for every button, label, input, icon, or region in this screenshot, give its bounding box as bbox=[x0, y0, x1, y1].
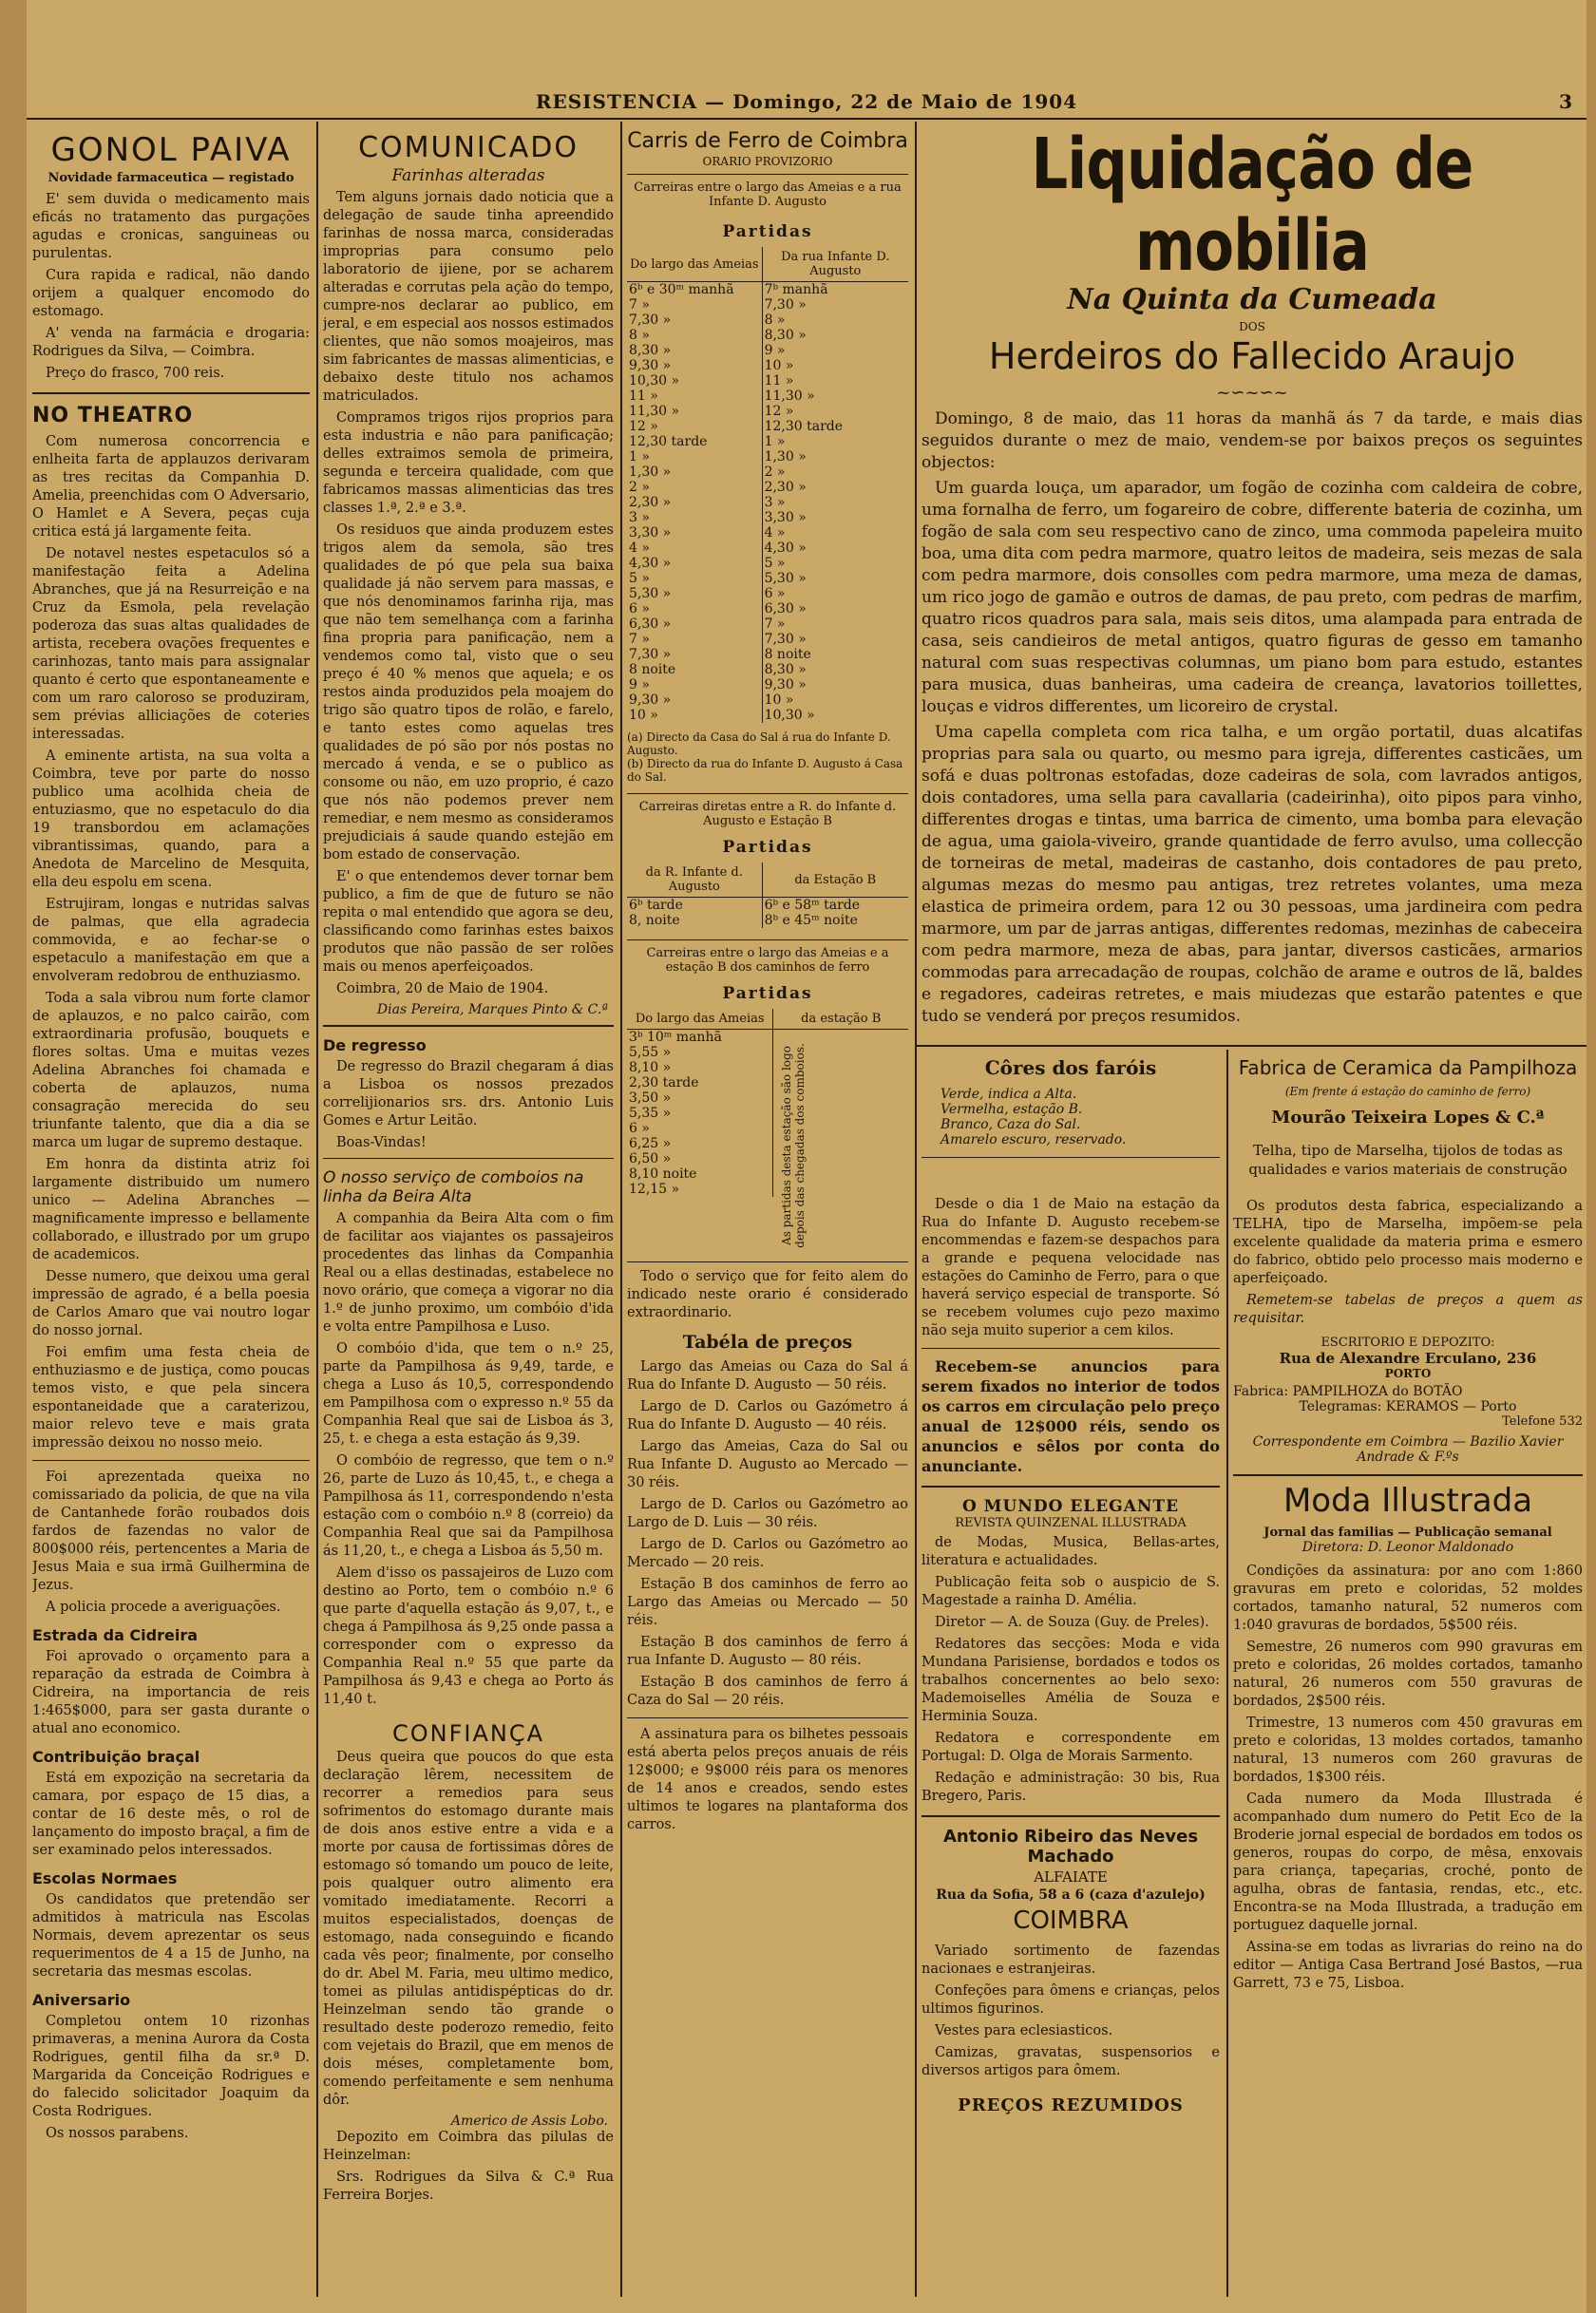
table-cell: 6ᵇ tarde bbox=[629, 898, 683, 913]
column-6 bbox=[1233, 1052, 1583, 2297]
liquidacao-ad bbox=[922, 123, 1583, 1045]
table-cell: 5,35 » bbox=[629, 1106, 672, 1121]
fabrica-office: ESCRITORIO E DEPOZITO: bbox=[1320, 1336, 1495, 1350]
table-header: Da rua Infante D. Augusto bbox=[762, 247, 908, 282]
table-cell: 1 » bbox=[629, 449, 650, 464]
cores-line: Branco, Caza do Sal. bbox=[940, 1117, 1081, 1132]
paragraph: Boas-Vindas! bbox=[336, 1135, 427, 1150]
table-row bbox=[627, 1121, 908, 1136]
table-row bbox=[627, 586, 908, 601]
table-row bbox=[627, 1045, 908, 1060]
paragraph: Foi emfim uma festa cheia de enthuziasmo e de justiça, como poucas temos visto, e que pela sincera espontaneidade que a caraterizou, maior relevo teve e mais grata impressão deixou no nosso meio. bbox=[32, 1345, 310, 1450]
divider bbox=[323, 1025, 614, 1027]
table-cell: 6ᵇ e 58ᵐ tarde bbox=[762, 898, 908, 914]
table-row bbox=[627, 1136, 908, 1151]
table-row bbox=[627, 1075, 908, 1090]
paragraph: Desde o dia 1 de Maio na estação da Rua do Infante D. Augusto recebem-se encommendas e fazem-se despachos para a grande e pequena velocidade nas estações do Caminho de Ferro, para o que haverá serviço especial de transporte. Só se recebem volumes cujo pezo maximo não seja muito superior a cem kilos. bbox=[922, 1197, 1220, 1338]
column-rule bbox=[316, 122, 318, 2297]
table-cell: 3 » bbox=[629, 510, 650, 525]
paragraph: Estrujiram, longas e nutridas salvas de palmas, que ella agradecia commovida, e ao fechar-se o espetaculo a manifestação em que a envolveram redobrou de enthuziasmo. bbox=[32, 897, 310, 984]
table-cell: 12,30 tarde bbox=[762, 419, 908, 434]
paragraph: Uma capella completa com rica talha, e um orgão portatil, duas alcatifas proprias para sala ou quarto, ou mesmo para igreja, differentes casticães, um sofá e duas poltronas estofadas, doze cadeiras de sola, com lavrados antigos, dois contadores, uma sella para cavallaria (cadeirinha), oito pipos para vinho, differentes drogas e tintas, uma barrica de cimento, uma bomba para elevação de agua, uma gaiola-viveiro, grande quantidade de ferro avulso, uma collecção de torneiras de metal, madeiras de castanho, dois contadores de pau preto, algumas mezas do mesmo pau antigas, trez retretes volantes, uma meza elastica de primeira ordem, para 12 ou 30 pessoas, uma jardineira com pedra marmore, um par de jarras antigas, differentes redomas, mezinhas de cabeceira com pedra marmore, meza de abas, para jantar, diversos casticães, armarios commodas para arrecadação de roupas, colchão de arame e outros de lã, baldes e regadores, cadeiras retretes, e mais miudezas que estarão patentes e que tudo se venderá por preços resumidos. bbox=[922, 723, 1583, 1026]
column-rule bbox=[1226, 1050, 1228, 2297]
comunicado-title: COMUNICADO bbox=[358, 131, 579, 164]
table-cell: 11,30 » bbox=[762, 389, 908, 404]
table-cell: 6 » bbox=[629, 601, 650, 616]
table-cell: 6 » bbox=[629, 1121, 650, 1136]
divider bbox=[32, 392, 310, 394]
paragraph: Redatores das secções: Moda e vida Mundana Parisiense, bordados e todos os trabalhos concernentes ao belo sexo: Mademoiselles Amélia de Souza e Herminia Souza. bbox=[922, 1637, 1220, 1724]
column-rule bbox=[620, 122, 622, 2297]
paragraph: Assina-se em todas as livrarias do reino na do editor — Antiga Casa Bertrand José Bastos, —rua Garrett, 73 e 75, Lisboa. bbox=[1233, 1940, 1583, 1991]
table-row bbox=[627, 601, 908, 616]
paragraph: O combóio d'ida, que tem o n.º 25, parte da Pampilhosa ás 9,49, tarde, e chega a Luso ás 10,5, correspondendo em Pampilhosa com o expresso n.º 55 da Companhia Real que sai de Lisboa ás 3, 25, t. e chega a esta estação ás 9,39. bbox=[323, 1341, 614, 1447]
vertical-note: As partidas desta estação são logo depois das chegadas dos comboios. bbox=[780, 1043, 807, 1248]
paragraph: Domingo, 8 de maio, das 11 horas da manhã ás 7 da tarde, e mais dias seguidos durante o mez de maio, vendem-se por baixos preços os seguintes objectos: bbox=[922, 409, 1583, 472]
table-row bbox=[627, 525, 908, 540]
table-row bbox=[627, 1030, 908, 1046]
divider bbox=[1233, 1474, 1583, 1476]
paragraph: Deus queira que poucos do que esta declaração lêrem, necessitem de recorrer a remedios para seus sofrimentos do estomago durante mais de dois anos estive entre a vida e a morte por causa de fortissimas dôres de estomago só tomando um pouco de leite, pois qualquer outro alimento era vomitado imediatamente. Recorri a muitos especialistados, doenças de estomago, nada conseguindo e ficando cada vês peor; finalmente, por conselho do dr. Abel M. Faria, meu ultimo medico, tomei as pilulas antidispépticas do dr. Heinzelman sendo tão grande o resultado deste poderozo remedio, feito com vejetais do Brazil, que em menos de dois méses, completamente bom, comendo perfeitamente e sem nenhuma dôr. bbox=[323, 1750, 614, 2108]
vertical-note-holder bbox=[780, 1037, 807, 1248]
table-cell: 12 » bbox=[629, 419, 658, 434]
table-cell: 1,30 » bbox=[762, 449, 908, 464]
table-cell: 3,30 » bbox=[629, 525, 672, 540]
paragraph: A assinatura para os bilhetes pessoais está aberta pelos preços anuais de réis 12$000; e 9$000 réis para os menores de 14 anos e creados, sendo estes ultimos te logares na plantaforma dos carros. bbox=[627, 1727, 908, 1832]
table-cell: 9,30 » bbox=[762, 677, 908, 692]
table-cell: 11 » bbox=[762, 373, 908, 389]
paragraph: Semestre, 26 numeros com 990 gravuras em preto e coloridas, 26 moldes cortados, tamanho natural, 26 numeros com 550 gravuras de bordados, 2$500 réis. bbox=[1233, 1640, 1583, 1709]
paragraph: Largo de D. Carlos ou Gazómetro ao Largo de D. Luis — 30 réis. bbox=[627, 1497, 908, 1530]
paragraph: Os candidatos que pretendão ser admitidos à matricula nas Escolas Normais, devem aprezentar os seus requerimentos de 4 a 15 de Junho, na secretaria das mesmas escolas. bbox=[32, 1892, 310, 1980]
table-cell: 2 » bbox=[762, 464, 908, 480]
paragraph: Todo o serviço que for feito alem do indicado neste orario é considerado extraordinario. bbox=[627, 1269, 908, 1320]
fabrica-products: Telha, tipo de Marselha, tijolos de todas as qualidades e varios materiais de construção bbox=[1248, 1142, 1568, 1178]
regresso-title: De regresso bbox=[323, 1036, 427, 1054]
gonol-title: GONOL PAIVA bbox=[50, 131, 292, 169]
liquidacao-subtitle: Na Quinta da Cumeada bbox=[1067, 283, 1437, 316]
paragraph: Remetem-se tabelas de preços a quem as requisitar. bbox=[1233, 1293, 1583, 1326]
fabrica-paren: (Em frente á estação do caminho de ferro) bbox=[1284, 1085, 1531, 1098]
table-row bbox=[627, 1060, 908, 1075]
fabrica-owner: Mourão Teixeira Lopes & C.ª bbox=[1271, 1108, 1545, 1128]
anuncios-notice: Recebem-se anuncios para serem fixados no interior de todos os carros em circulação pelo preço anual de 12$000 réis, sendo os anuncios e sêlos por conta do anunciante. bbox=[922, 1357, 1220, 1475]
liquidacao-heirs: Herdeiros do Fallecido Araujo bbox=[988, 335, 1516, 377]
paragraph: Um guarda louça, um aparador, um fogão de cozinha com caldeira de cobre, uma fornalha de ferro, um fogareiro de cobre, differente bateria de cozinha, um fogão de sala com seu respectivo cano de zinco, uma commoda papeleira muito boa, uma dita com pedra marmore, quatro leitos de madeira, seis mezas de sala com pedra marmore, dois consolles com pedra marmore, uma meza de damas, um rico jogo de gamão e outros de damas, de pau preto, com pedras de marfim, quatro ricos quadros para sala, mais seis ditos, uma alampada para entrada de casa, seis candieiros de metal antigos, quatro figuras de gesso em tamanho natural com suas respectivas columnas, um piano bom para estudo, estantes para musica, duas banheiras, uma cadeira de creança, lavatorios toillettes, louças e vidros differentes, um licoreiro de crystal. bbox=[922, 479, 1583, 716]
note: (a) Directo da Casa do Sal á rua do Infante D. Augusto. bbox=[627, 730, 891, 757]
table-cell: 1 » bbox=[762, 434, 908, 449]
table-cell: 2,30 » bbox=[762, 480, 908, 495]
paragraph: Tem alguns jornais dado noticia que a delegação de saude tinha apreendido farinhas de nossa marca, consideradas improprias para consumo pelo laboratorio de ijiene, por se acharem alteradas e corrutas pela ação do tempo, cumpre-nos declarar ao publico, em jeral, e em especial aos nossos estimados clientes, que não somos moajeiros, mas sim fabricantes de massas alimenticias, e debaixo deste titulo nos achamos matriculados. bbox=[323, 190, 614, 404]
paragraph: Diretor — A. de Souza (Guy. de Preles). bbox=[935, 1615, 1209, 1630]
fabrica-city: PORTO bbox=[1384, 1367, 1432, 1380]
table-cell: 2,30 tarde bbox=[629, 1075, 699, 1090]
cores-line: Amarelo escuro, reservado. bbox=[940, 1132, 1127, 1147]
paragraph: Os produtos desta fabrica, especializando a TELHA, tipo de Marselha, impõem-se pela excelente qualidade da materia prima e esmero do fabrico, obtido pelo processo mais moderno e aperfeiçoado. bbox=[1233, 1199, 1583, 1286]
paragraph: Srs. Rodrigues da Silva & C.ª Rua Ferreira Borjes. bbox=[323, 2170, 614, 2203]
comunicado-signature: Dias Pereira, Marques Pinto & C.ª bbox=[376, 1002, 608, 1017]
table-cell: 7,30 » bbox=[762, 632, 908, 647]
table-cell: 8,10 noite bbox=[629, 1166, 697, 1182]
fabrica-correspondent: Correspondente em Coimbra — Bazilio Xavier Andrade & F.ºs bbox=[1252, 1434, 1564, 1465]
paragraph: Variado sortimento de fazendas nacionaes e estranjeiras. bbox=[922, 1943, 1220, 1977]
route-1: Carreiras entre o largo das Ameias e a rua Infante D. Augusto bbox=[627, 174, 908, 209]
paragraph: Preço do frasco, 700 reis. bbox=[46, 366, 225, 381]
timetable-1 bbox=[627, 247, 908, 723]
paragraph: Estação B dos caminhos de ferro ao Largo das Ameias ou Mercado — 50 réis. bbox=[627, 1577, 908, 1628]
paragraph: E' o que entendemos dever tornar bem publico, a fim de que de futuro se não repita o mal entendido que agora se deu, classificando como farinhas estes baixos produtos que não passão de ser rolões mais ou menos aperfeiçoados. bbox=[323, 869, 614, 975]
paragraph: Os nossos parabens. bbox=[46, 2126, 189, 2141]
fabrica-telegrams: Telegramas: KERAMOS — Porto bbox=[1299, 1399, 1517, 1414]
table-cell: 8ᵇ e 45ᵐ noite bbox=[762, 913, 908, 928]
table-cell: 6ᵇ e 30ᵐ manhã bbox=[629, 282, 734, 297]
paragraph: Foi aprezentada queixa no comissariado da policia, de que na vila de Cantanhede forão roubados dois fardos de fazendas no valor de 800$000 réis, pertencentes a Maria de Jesus Maia e sua irmã Guilhermina de Jezus. bbox=[32, 1469, 310, 1593]
divider bbox=[922, 1348, 1220, 1349]
paragraph: De regresso do Brazil chegaram á dias a Lisboa os nossos prezados correlijionarios srs. drs. Antonio Luis Gomes e Artur Leitão. bbox=[323, 1059, 614, 1128]
paragraph: Estação B dos caminhos de ferro á Caza do Sal — 20 réis. bbox=[627, 1675, 908, 1708]
moda-director: Diretora: D. Leonor Maldonado bbox=[1302, 1540, 1514, 1555]
table-row bbox=[627, 540, 908, 556]
table-row bbox=[627, 510, 908, 525]
paragraph: Confeções para ômens e crianças, pelos ultimos figurinos. bbox=[922, 1983, 1220, 2017]
table-row bbox=[627, 282, 908, 298]
column-5 bbox=[922, 1052, 1220, 2297]
timetable-2 bbox=[627, 863, 908, 928]
paragraph: Largo de D. Carlos ou Gazómetro á Rua do Infante D. Augusto — 40 réis. bbox=[627, 1399, 908, 1432]
cores-title: Côres dos faróis bbox=[984, 1056, 1157, 1079]
antonio-subtitle: ALFAIATE bbox=[1034, 1868, 1108, 1886]
table-cell: 9,30 » bbox=[629, 358, 672, 373]
table-cell: 6 » bbox=[762, 586, 908, 601]
antonio-address: Rua da Sofia, 58 a 6 (caza d'azulejo) bbox=[936, 1887, 1206, 1903]
carris-title: Carris de Ferro de Coimbra bbox=[627, 129, 908, 153]
table-cell: 5,30 » bbox=[629, 586, 672, 601]
table-cell: 7ᵇ manhã bbox=[762, 282, 908, 298]
paragraph: Desse numero, que deixou uma geral impressão de agrado, é a bella poesia de Carlos Amaro que vai noutro logar do nosso jornal. bbox=[32, 1269, 310, 1338]
moda-subtitle: Jornal das familias — Publicação semanal bbox=[1264, 1526, 1552, 1540]
table-row bbox=[627, 632, 908, 647]
column-1 bbox=[32, 123, 310, 2299]
carris-subtitle: ORARIO PROVIZORIO bbox=[702, 155, 833, 168]
table-cell: 4,30 » bbox=[762, 540, 908, 556]
table-header: da Estação B bbox=[762, 863, 908, 898]
table-cell: 11,30 » bbox=[629, 404, 680, 419]
normaes-title: Escolas Normaes bbox=[32, 1869, 178, 1887]
paragraph: Cada numero da Moda Illustrada é acompanhado dum numero do Petit Eco de la Broderie jornal especial de bordados em todos os generos, roupas do corpo, de mêsa, enxovais para criança, tapeçarias, croché, ponto de agulha, obras de fantasia, rendas, etc., etc. Encontra-se na Moda Illustrada, a tradução em portuguez daquelle jornal. bbox=[1233, 1792, 1583, 1933]
table-row bbox=[627, 898, 908, 914]
table-row bbox=[627, 495, 908, 510]
divider bbox=[323, 1158, 614, 1159]
table-cell: 12 » bbox=[762, 404, 908, 419]
table-header: da estação B bbox=[773, 1009, 908, 1030]
table-cell: 1,30 » bbox=[629, 464, 672, 480]
table-row bbox=[627, 677, 908, 692]
table-cell: 3,30 » bbox=[762, 510, 908, 525]
table-cell: 8 noite bbox=[762, 647, 908, 662]
table-row bbox=[627, 662, 908, 677]
paragraph: Publicação feita sob o auspicio de S. Magestade a rainha D. Amélia. bbox=[922, 1575, 1220, 1608]
paragraph: Compramos trigos rijos proprios para esta industria e não para panificação; delles extraimos semola de primeira, segunda e terceira qualidade, com que fabricamos massas alimenticias das tres classes 1.ª, 2.ª e 3.ª. bbox=[323, 410, 614, 516]
route-3: Carreiras entre o largo das Ameias e a estação B dos caminhos de ferro bbox=[627, 939, 908, 975]
table-row bbox=[627, 449, 908, 464]
paragraph: Trimestre, 13 numeros com 450 gravuras em preto e coloridas, 13 moldes cortados, tamanho natural, 13 numeros com 260 gravuras de bordados, 1$300 réis. bbox=[1233, 1716, 1583, 1785]
paragraph: Cura rapida e radical, não dando orijem a qualquer encomodo do estomago. bbox=[32, 268, 310, 319]
table-cell: 10,30 » bbox=[629, 373, 680, 389]
timetable-3 bbox=[627, 1009, 908, 1256]
table-cell: 10,30 » bbox=[762, 708, 908, 723]
table-cell: 9,30 » bbox=[629, 692, 672, 708]
fabrica-factory: Fabrica: PAMPILHOZA do BOTÃO bbox=[1233, 1384, 1463, 1399]
paragraph: Condições da assinatura: por ano com 1:860 gravuras em preto e coloridas, 52 moldes cortados, tamanho natural, 52 numeros com 1:040 gravuras de bordados, 5$500 réis. bbox=[1233, 1564, 1583, 1633]
paragraph: De notavel nestes espetaculos só a manifestação feita a Adelina Abranches, que já na Resurreição e na Cruz da Esmola, pela revelação poderoza das suas altas qualidades de artista, recebera ovações frequentes e carinhozas, tanto mais para assignalar quanto é certo que espontaneamente e com um raro caloroso se produziram, sem prévias alliciações de coteries interessadas. bbox=[32, 546, 310, 742]
partidas-heading: Partidas bbox=[722, 222, 813, 241]
paragraph: Completou ontem 10 rizonhas primaveras, a menina Aurora da Costa Rodrigues, gentil filha da sr.ª D. Margarida da Conceição Rodrigues e do falecido solicitador Joaquim da Costa Rodrigues. bbox=[32, 2014, 310, 2119]
table-cell: 6,30 » bbox=[629, 616, 672, 632]
table-row bbox=[627, 419, 908, 434]
column-3 bbox=[627, 123, 908, 2299]
table-cell: 7,30 » bbox=[629, 313, 672, 328]
table-cell: 4 » bbox=[629, 540, 650, 556]
table-cell: 8 » bbox=[762, 313, 908, 328]
fabrica-phone: Telefone 532 bbox=[1502, 1414, 1583, 1429]
table-row bbox=[627, 708, 908, 723]
confianca-signature: Americo de Assis Lobo. bbox=[450, 2114, 608, 2129]
column-rule bbox=[915, 122, 917, 2297]
paragraph: A eminente artista, na sua volta a Coimbra, teve por parte do nosso publico uma acolhida cheia de entuziasmo, que no espetaculo do dia 19 transbordou em aclamações vibrantissimas, quando, para a Anedota de Marcelino de Mesquita, ella deu espolu em scena. bbox=[32, 749, 310, 890]
newspaper-page bbox=[27, 0, 1586, 2313]
paragraph: Camizas, gravatas, suspensorios e diversos artigos para ômem. bbox=[922, 2045, 1220, 2078]
table-row bbox=[627, 1166, 908, 1182]
cidreira-title: Estrada da Cidreira bbox=[32, 1626, 199, 1644]
table-cell: 8, noite bbox=[629, 913, 680, 928]
paragraph: Depozito em Coimbra das pilulas de Heinzelman: bbox=[323, 2130, 614, 2163]
table-cell: 10 » bbox=[762, 358, 908, 373]
table-cell: 7 » bbox=[629, 297, 650, 313]
table-cell: 2 » bbox=[629, 480, 650, 495]
paragraph: Alem d'isso os passajeiros de Luzo com destino ao Porto, tem o combóio n.º 6 que parte d'aquella estação ás 9,07, t., e chega á Pampilhosa ás 9,25 onde passa a corresponder com o expresso da Companhia Real n.º 55 que parte da Pampilhosa ás 9,43 e chega ao Porto ás 11,40 t. bbox=[323, 1565, 614, 1707]
comunicado-subtitle: Farinhas alteradas bbox=[391, 166, 545, 185]
table-cell: 8,30 » bbox=[762, 328, 908, 343]
mundo-title: O MUNDO ELEGANTE bbox=[961, 1497, 1180, 1516]
paragraph: Os residuos que ainda produzem estes trigos alem da semola, são tres qualidades de pó que pela sua baixa qualidade já não servem para massas, e que nós denominamos farinha rija, mas que não tem semelhança com a farinha fina propria para panificação, nem a vendemos como tal, visto que o seu preço é 40 % menos que aquela; e os restos ainda produzidos pela moajem do trigo são quatro tipos de rolão, e farelo, e tanto estes como aquelas tres qualidades de pó são por nós postas no mercado á venda, e se o publico as consome ou não, em uzo proprio, é cazo que nós não podemos prever nem remediar, e nem mesmo as consideramos prejudiciais á saude quando estejão em bom estado de conservação. bbox=[323, 522, 614, 863]
table-cell: 10 » bbox=[762, 692, 908, 708]
paragraph: A companhia da Beira Alta com o fim de facilitar aos viajantes os passajeiros procedentes das linhas da Companhia Real ou a ellas destinadas, estabelece no novo orário, que começa a vigorar no dia 1.º de junho proximo, um combóio d'ida e volta entre Pampilhosa e Luso. bbox=[323, 1211, 614, 1335]
table-cell: 6,25 » bbox=[629, 1136, 672, 1151]
partidas-heading: Partidas bbox=[722, 838, 813, 857]
cores-line: Verde, indica a Alta. bbox=[940, 1087, 1077, 1102]
table-cell: 10 » bbox=[629, 708, 658, 723]
table-header: da R. Infante d. Augusto bbox=[627, 863, 762, 898]
antonio-city: COIMBRA bbox=[1013, 1906, 1129, 1935]
table-row bbox=[627, 328, 908, 343]
divider bbox=[32, 1460, 310, 1461]
table-row bbox=[627, 313, 908, 328]
table-cell: 5,55 » bbox=[629, 1045, 672, 1060]
divider bbox=[627, 1717, 908, 1718]
paragraph: Redatora e correspondente em Portugal: D. Olga de Morais Sarmento. bbox=[922, 1731, 1220, 1764]
confianca-title: CONFIANÇA bbox=[391, 1720, 545, 1747]
table-row bbox=[627, 464, 908, 480]
table-row bbox=[627, 358, 908, 373]
comboios-title: O nosso serviço de comboios na linha da Beira Alta bbox=[323, 1168, 584, 1206]
table-cell: 9 » bbox=[762, 343, 908, 358]
section-rule bbox=[917, 1045, 1586, 1047]
paragraph: Foi aprovado o orçamento para a reparação da estrada de Coimbra à Cidreira, na importancia de reis 1:465$000, para ser gasta durante o atual ano economico. bbox=[32, 1649, 310, 1736]
table-cell: 5,30 » bbox=[762, 571, 908, 586]
paragraph: Largo de D. Carlos ou Gazómetro ao Mercado — 20 reis. bbox=[627, 1537, 908, 1570]
aniversario-title: Aniversario bbox=[32, 1991, 131, 2009]
moda-title: Moda Illustrada bbox=[1282, 1482, 1533, 1520]
paragraph: Estação B dos caminhos de ferro á rua Infante D. Augusto — 80 réis. bbox=[627, 1635, 908, 1668]
table-cell: 3 » bbox=[762, 495, 908, 510]
paragraph: Redação e administração: 30 bis, Rua Bregero, Paris. bbox=[922, 1771, 1220, 1804]
header-title: RESISTENCIA — Domingo, 22 de Maio de 1904 bbox=[535, 90, 1078, 113]
paragraph: de Modas, Musica, Bellas-artes, literatura e actualidades. bbox=[922, 1535, 1220, 1568]
table-cell: 8,30 » bbox=[629, 343, 672, 358]
table-cell: 7 » bbox=[629, 632, 650, 647]
antonio-title: Antonio Ribeiro das Neves Machado bbox=[942, 1827, 1199, 1867]
table-row bbox=[627, 692, 908, 708]
table-cell: 8,10 » bbox=[629, 1060, 672, 1075]
cores-line: Vermelha, estação B. bbox=[940, 1102, 1083, 1117]
route-2: Carreiras diretas entre a R. do Infante d. Augusto e Estação B bbox=[627, 793, 908, 828]
divider bbox=[627, 1261, 908, 1262]
table-row bbox=[627, 480, 908, 495]
table-row bbox=[627, 616, 908, 632]
table-row bbox=[627, 1090, 908, 1106]
table-cell: 7,30 » bbox=[762, 297, 908, 313]
paragraph: A' venda na farmácia e drogaria: Rodrigues da Silva, — Coimbra. bbox=[32, 326, 310, 359]
table-row bbox=[627, 647, 908, 662]
table-row bbox=[627, 571, 908, 586]
table-cell: 7 » bbox=[762, 616, 908, 632]
table-cell: 9 » bbox=[629, 677, 650, 692]
divider bbox=[922, 1486, 1220, 1488]
table-cell: 7,30 » bbox=[629, 647, 672, 662]
divider bbox=[922, 1815, 1220, 1817]
table-header: Do largo das Ameias bbox=[627, 247, 762, 282]
table-row bbox=[627, 1151, 908, 1166]
gonol-subtitle: Novidade farmaceutica — registado bbox=[48, 171, 294, 185]
table-cell: 8 » bbox=[629, 328, 650, 343]
paragraph: E' sem duvida o medicamento mais eficás no tratamento das purgações agudas e cronicas, sanguineas ou purulentas. bbox=[32, 192, 310, 261]
paragraph: O combóio de regresso, que tem o n.º 26, parte de Luzo ás 10,45, t., e chega a Pampilhosa ás 11, correspondendo n'esta estação com o combóio n.º 8 (correio) da Companhia Real que sai da Pampilhosa ás 11,20, t., e chega a Lisboa ás 5,50 m. bbox=[323, 1453, 614, 1559]
table-cell: 6,50 » bbox=[629, 1151, 672, 1166]
table-row bbox=[627, 434, 908, 449]
table-cell: 8,30 » bbox=[762, 662, 908, 677]
fabrica-title: Fabrica de Ceramica da Pampilhoza bbox=[1238, 1056, 1578, 1079]
paragraph: Largo das Ameias, Caza do Sal ou Rua Infante D. Augusto ao Mercado — 30 réis. bbox=[627, 1439, 908, 1490]
table-cell: 4,30 » bbox=[629, 556, 672, 571]
table-row bbox=[627, 343, 908, 358]
column-2 bbox=[323, 123, 614, 2299]
antonio-footer: PREÇOS REZUMIDOS bbox=[958, 2095, 1184, 2115]
table-cell: 6,30 » bbox=[762, 601, 908, 616]
liquidacao-dos: DOS bbox=[1239, 320, 1265, 333]
table-row bbox=[627, 913, 908, 928]
page-header bbox=[27, 90, 1586, 113]
table-cell: 3,50 » bbox=[629, 1090, 672, 1106]
table-cell: 11 » bbox=[629, 389, 658, 404]
table-row bbox=[627, 1106, 908, 1121]
paragraph: Toda a sala vibrou num forte clamor de aplauzos, e no palco cairão, com extraordinaria profusão, bouquets e flores soltas. Uma e muitas vezes Adelina Abranches foi chamada e coberta de aplauzos, numa consagração merecida do seu triunfante talento, que dia a dia se marca um lugar de supremo destaque. bbox=[32, 991, 310, 1150]
theatro-title: NO THEATRO bbox=[32, 404, 194, 427]
paragraph: Largo das Ameias ou Caza do Sal á Rua do Infante D. Augusto — 50 réis. bbox=[627, 1359, 908, 1393]
table-cell: 3ᵇ 10ᵐ manhã bbox=[629, 1030, 722, 1045]
table-row bbox=[627, 1182, 908, 1197]
header-rule bbox=[27, 118, 1586, 120]
table-row bbox=[627, 556, 908, 571]
table-row bbox=[627, 373, 908, 389]
table-header: Do largo das Ameias bbox=[627, 1009, 773, 1030]
table-cell: 5 » bbox=[762, 556, 908, 571]
ornament-icon: ~∽~∽~ bbox=[1216, 383, 1288, 403]
paragraph: Em honra da distinta atriz foi largamente distribuido um numero unico — Adelina Abranches — magnificamente impresso e bellamente collaborado, e illustrado por um grupo de academicos. bbox=[32, 1157, 310, 1262]
table-cell: 2,30 » bbox=[629, 495, 672, 510]
page-number: 3 bbox=[1559, 90, 1573, 113]
precos-title: Tabéla de preços bbox=[682, 1332, 853, 1353]
table-cell: 8 noite bbox=[629, 662, 676, 677]
fabrica-address: Rua de Alexandre Erculano, 236 bbox=[1279, 1350, 1537, 1367]
comunicado-date: Coimbra, 20 de Maio de 1904. bbox=[336, 981, 549, 996]
paragraph: Vestes para eclesiasticos. bbox=[935, 2023, 1113, 2038]
table-cell: 12,15 » bbox=[629, 1182, 680, 1197]
partidas-heading: Partidas bbox=[722, 984, 813, 1003]
note: (b) Directo da rua do Infante D. Augusto á Casa do Sal. bbox=[627, 757, 903, 784]
table-row bbox=[627, 404, 908, 419]
table-cell: 5 » bbox=[629, 571, 650, 586]
table-row bbox=[627, 389, 908, 404]
divider bbox=[922, 1157, 1220, 1158]
paragraph: A policia procede a averiguações. bbox=[46, 1600, 281, 1615]
paragraph: Está em expozição na secretaria da camara, por espaço de 15 dias, a contar de 16 deste mês, o rol de lançamento do imposto braçal, a fim de ser examinado pelos interessados. bbox=[32, 1771, 310, 1858]
bracal-title: Contribuição braçal bbox=[32, 1748, 200, 1766]
table-row bbox=[627, 297, 908, 313]
paragraph: Com numerosa concorrencia e enlheita farta de applauzos derivaram as tres recitas da Companhia D. Amelia, preenchidas com O Adversario, O Hamlet e A Severa, peças cuja critica está já largamente feita. bbox=[32, 434, 310, 540]
liquidacao-title: Liquidação de mobilia bbox=[1031, 123, 1473, 287]
table-cell: 4 » bbox=[762, 525, 908, 540]
mundo-subtitle: REVISTA QUINZENAL ILLUSTRADA bbox=[955, 1516, 1187, 1530]
table-cell: 12,30 tarde bbox=[629, 434, 708, 449]
